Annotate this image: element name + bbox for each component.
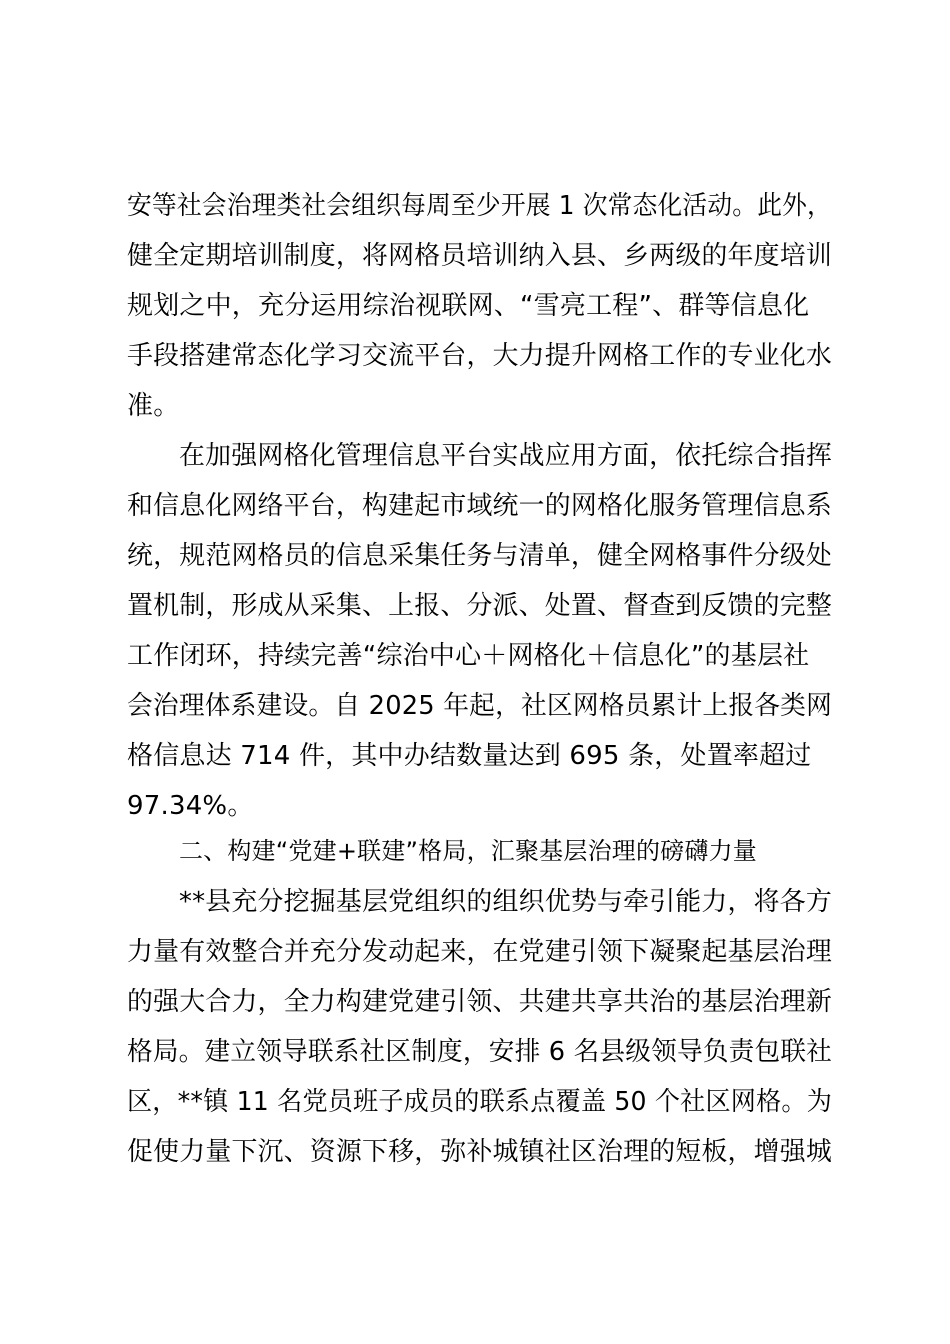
text-line (0, 681, 950, 731)
text-line-content: 和信息化网络平台，构建起市域统一的网格化服务管理信息系 (127, 491, 833, 521)
text-line-content: 统，规范网格员的信息采集任务与清单，健全网格事件分级处 (127, 541, 833, 571)
text-line-content: 会治理体系建设。自 2025 年起，社区网格员累计上报各类网 (127, 691, 833, 721)
text-line-content: 促使力量下沉、资源下移，弥补城镇社区治理的短板，增强城 (127, 1137, 833, 1167)
text-line (0, 781, 950, 831)
text-line-content: 工作闭环，持续完善“综治中心＋网格化＋信息化”的基层社 (127, 641, 810, 671)
text-line-content: 置机制，形成从采集、上报、分派、处置、督查到反馈的完整 (127, 591, 833, 621)
text-line (0, 381, 950, 431)
section-heading-text: 二、构建“党建+联建”格局，汇聚基层治理的磅礴力量 (179, 837, 757, 865)
text-line-content: 准。 (127, 391, 180, 421)
text-line (0, 481, 950, 531)
section-heading (0, 826, 950, 876)
text-line-content: **县充分挖掘基层党组织的组织优势与牵引能力，将各方 (179, 887, 832, 917)
text-line-content: 区，**镇 11 名党员班子成员的联系点覆盖 50 个社区网格。为 (127, 1087, 833, 1117)
text-line (0, 281, 950, 331)
text-line (0, 431, 950, 481)
text-line (0, 731, 950, 781)
text-line-content: 97.34%。 (127, 791, 254, 821)
text-line-content: 手段搭建常态化学习交流平台，大力提升网格工作的专业化水 (127, 341, 833, 371)
text-line (0, 531, 950, 581)
text-line-content: 力量有效整合并充分发动起来，在党建引领下凝聚起基层治理 (127, 937, 833, 967)
text-line (0, 1077, 950, 1127)
text-line (0, 877, 950, 927)
text-line (0, 1027, 950, 1077)
text-line (0, 581, 950, 631)
text-line (0, 631, 950, 681)
text-line (0, 331, 950, 381)
text-line-content: 格信息达 714 件，其中办结数量达到 695 条，处置率超过 (127, 741, 812, 771)
text-line (0, 977, 950, 1027)
text-line (0, 1127, 950, 1177)
text-line-content: 的强大合力，全力构建党建引领、共建共享共治的基层治理新 (127, 987, 833, 1017)
text-line-content: 健全定期培训制度，将网格员培训纳入县、乡两级的年度培训 (127, 241, 833, 271)
text-line-content: 规划之中，充分运用综治视联网、“雪亮工程”、群等信息化 (127, 291, 810, 321)
text-line (0, 927, 950, 977)
text-line (0, 231, 950, 281)
text-line (0, 181, 950, 231)
text-line-content: 在加强网格化管理信息平台实战应用方面，依托综合指挥 (179, 441, 832, 471)
text-line-content: 格局。建立领导联系社区制度，安排 6 名县级领导负责包联社 (127, 1037, 833, 1067)
text-line-content: 安等社会治理类社会组织每周至少开展 1 次常态化活动。此外， (127, 191, 832, 221)
